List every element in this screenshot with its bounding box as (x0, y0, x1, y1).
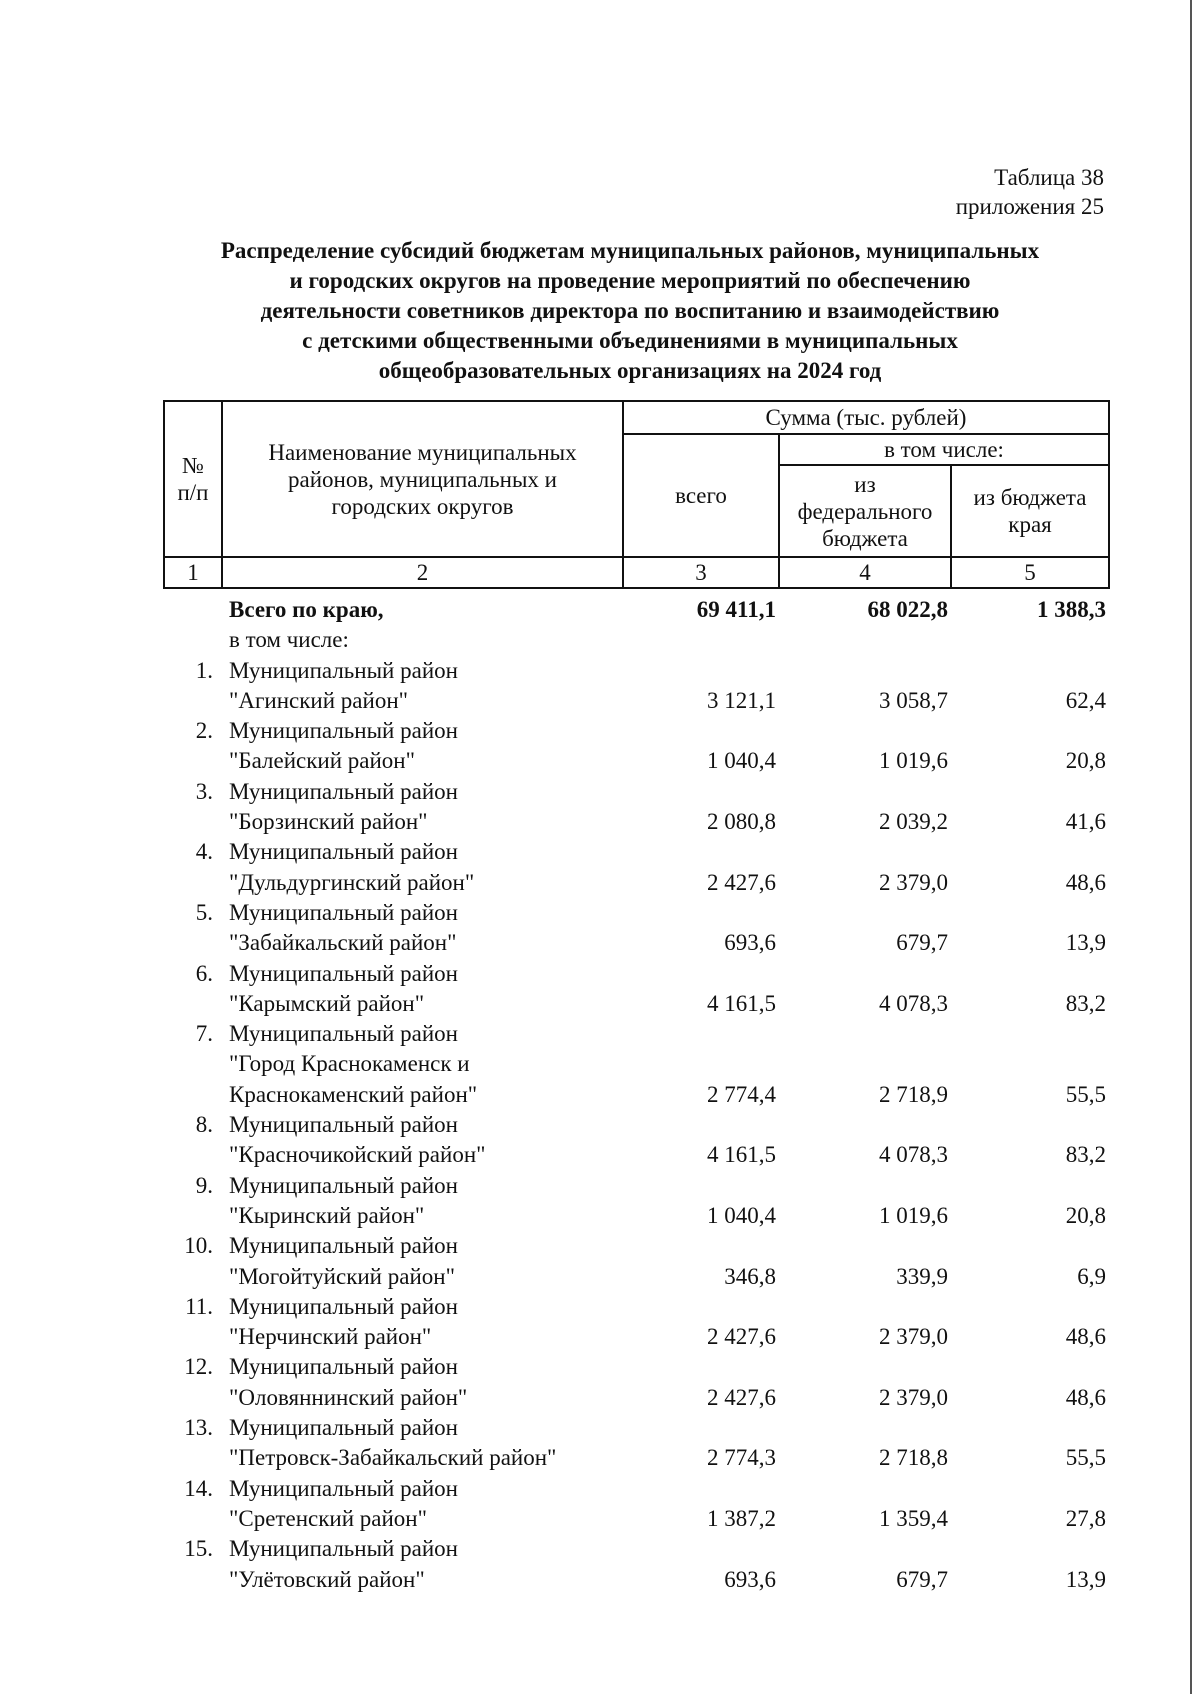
row-number: 1. (195, 657, 213, 683)
value-total: 4 161,5 (707, 990, 776, 1016)
district-name (221, 1352, 622, 1413)
row-number: 7. (195, 1021, 213, 1047)
district-name-line: "Петровск-Забайкальский район" (229, 1445, 557, 1471)
value-regional: 83,2 (1065, 990, 1106, 1016)
district-name-line: Муниципальный район (229, 1536, 458, 1562)
district-name-line: "Борзинский район" (229, 809, 428, 835)
table-row (163, 837, 1108, 898)
row-number: 3. (195, 778, 213, 804)
header-including: в том числе: (779, 434, 1109, 465)
district-name (221, 959, 622, 1020)
page-edge (1190, 0, 1192, 1694)
district-name-line: Муниципальный район (229, 1112, 458, 1138)
value-total: 2 427,6 (707, 1384, 776, 1410)
district-name-line: "Улётовский район" (229, 1566, 425, 1592)
value-federal: 1 019,6 (879, 1202, 948, 1228)
total-row (163, 595, 1108, 625)
table-row (163, 656, 1108, 717)
table-row (163, 1019, 1108, 1110)
district-name-line: Муниципальный район (229, 657, 458, 683)
header-total: всего (623, 434, 779, 557)
table-header (163, 400, 1110, 589)
value-regional: 48,6 (1065, 1384, 1106, 1410)
district-name-line: Муниципальный район (229, 960, 458, 986)
value-federal: 2 718,8 (879, 1445, 948, 1471)
value-regional: 48,6 (1065, 869, 1106, 895)
value-federal: 2 039,2 (879, 809, 948, 835)
district-name-line: "Нерчинский район" (229, 1324, 432, 1350)
header-number: № п/п (164, 401, 222, 557)
value-federal: 679,7 (896, 930, 948, 956)
district-name-line: "Красночикойский район" (229, 1142, 486, 1168)
district-name-line: "Оловяннинский район" (229, 1384, 468, 1410)
header-regional: из бюджета края (951, 465, 1109, 557)
column-number: 4 (779, 557, 951, 588)
value-total: 2 080,8 (707, 809, 776, 835)
data-table (163, 595, 1108, 1595)
value-regional: 6,9 (1077, 1263, 1106, 1289)
district-name (221, 1231, 622, 1292)
value-federal: 2 718,9 (879, 1081, 948, 1107)
district-name (221, 1171, 622, 1232)
district-name-line: "Забайкальский район" (229, 930, 457, 956)
value-regional: 20,8 (1065, 1202, 1106, 1228)
table-row (163, 1474, 1108, 1535)
district-name (221, 1110, 622, 1171)
total-federal: 68 022,8 (867, 597, 948, 622)
value-federal: 3 058,7 (879, 687, 948, 713)
row-number: 11. (185, 1293, 213, 1319)
value-regional: 13,9 (1065, 1566, 1106, 1592)
value-regional: 62,4 (1065, 687, 1106, 713)
row-number: 2. (195, 718, 213, 744)
value-regional: 13,9 (1065, 930, 1106, 956)
total-label: Всего по краю, (229, 597, 384, 622)
document-title (150, 236, 1110, 386)
value-total: 693,6 (724, 930, 776, 956)
header-name: Наименование муниципальных районов, муниципальных и городских округов (222, 401, 623, 557)
district-name-line: Муниципальный район (229, 1415, 458, 1441)
value-total: 693,6 (724, 1566, 776, 1592)
header-federal: из федерального бюджета (779, 465, 951, 557)
value-total: 1 040,4 (707, 1202, 776, 1228)
value-total: 346,8 (724, 1263, 776, 1289)
value-federal: 1 019,6 (879, 748, 948, 774)
value-regional: 55,5 (1065, 1081, 1106, 1107)
value-regional: 55,5 (1065, 1445, 1106, 1471)
district-name-line: "Карымский район" (229, 990, 425, 1016)
district-name-line: Муниципальный район (229, 839, 458, 865)
district-name (221, 656, 622, 717)
row-number: 8. (195, 1112, 213, 1138)
table-row (163, 716, 1108, 777)
table-row (163, 1292, 1108, 1353)
title-line: и городских округов на проведение мероприятий по обеспечению (289, 268, 971, 293)
value-total: 2 427,6 (707, 869, 776, 895)
row-number: 12. (184, 1354, 213, 1380)
value-regional: 83,2 (1065, 1142, 1106, 1168)
title-line: деятельности советников директора по воспитанию и взаимодействию (260, 298, 1000, 323)
sublabel: в том числе: (229, 627, 349, 653)
title-line: с детскими общественными объединениями в муниципальных (302, 328, 958, 353)
row-number: 6. (195, 960, 213, 986)
appendix-number: приложения 25 (955, 194, 1104, 219)
table-row (163, 1171, 1108, 1232)
value-regional: 41,6 (1065, 809, 1106, 835)
header-sum: Сумма (тыс. рублей) (623, 401, 1109, 434)
district-name-line: "Агинский район" (229, 687, 409, 713)
table-row (163, 959, 1108, 1020)
column-number: 1 (164, 557, 222, 588)
district-name-line: Муниципальный район (229, 899, 458, 925)
value-federal: 2 379,0 (879, 1384, 948, 1410)
value-regional: 20,8 (1065, 748, 1106, 774)
district-name (221, 1413, 622, 1474)
value-total: 3 121,1 (707, 687, 776, 713)
district-name (221, 1019, 622, 1110)
row-number: 5. (195, 899, 213, 925)
table-row (163, 1110, 1108, 1171)
sublabel-row (163, 625, 1108, 655)
district-name-line: Муниципальный район (229, 1475, 458, 1501)
district-name-line: Муниципальный район (229, 778, 458, 804)
district-name-line: "Кыринский район" (229, 1202, 425, 1228)
value-total: 2 774,4 (707, 1081, 776, 1107)
row-number: 13. (184, 1415, 213, 1441)
district-name (221, 1534, 622, 1595)
table-row (163, 777, 1108, 838)
district-name-line: "Дульдургинский район" (229, 869, 475, 895)
district-name-line: Муниципальный район (229, 1354, 458, 1380)
title-line: общеобразовательных организациях на 2024 год (378, 358, 882, 383)
district-name (221, 1474, 622, 1535)
district-name (221, 777, 622, 838)
district-name (221, 1292, 622, 1353)
district-name (221, 837, 622, 898)
title-line: Распределение субсидий бюджетам муниципальных районов, муниципальных (220, 238, 1040, 263)
value-total: 2 427,6 (707, 1324, 776, 1350)
value-federal: 4 078,3 (879, 990, 948, 1016)
value-federal: 2 379,0 (879, 869, 948, 895)
value-total: 1 387,2 (707, 1505, 776, 1531)
district-name-line: Муниципальный район (229, 1233, 458, 1259)
table-row (163, 898, 1108, 959)
row-number: 15. (184, 1536, 213, 1562)
value-federal: 339,9 (896, 1263, 948, 1289)
district-name-line: "Могойтуйский район" (229, 1263, 455, 1289)
column-number: 5 (951, 557, 1109, 588)
district-name-line: Муниципальный район (229, 718, 458, 744)
district-name (221, 898, 622, 959)
table-row (163, 1231, 1108, 1292)
value-regional: 48,6 (1065, 1324, 1106, 1350)
table-row (163, 1413, 1108, 1474)
column-number: 3 (623, 557, 779, 588)
value-regional: 27,8 (1065, 1505, 1106, 1531)
value-total: 2 774,3 (707, 1445, 776, 1471)
row-number: 4. (195, 839, 213, 865)
district-name-line: Краснокаменский район" (229, 1081, 478, 1107)
district-name-line: "Балейский район" (229, 748, 415, 774)
value-federal: 4 078,3 (879, 1142, 948, 1168)
table-number: Таблица 38 (994, 165, 1104, 190)
district-name-line: Муниципальный район (229, 1021, 458, 1047)
column-number: 2 (222, 557, 623, 588)
value-federal: 679,7 (896, 1566, 948, 1592)
value-total: 1 040,4 (707, 748, 776, 774)
district-name-line: "Сретенский район" (229, 1505, 427, 1531)
table-row (163, 1534, 1108, 1595)
document-reference (956, 163, 1104, 221)
total-regional: 1 388,3 (1037, 597, 1106, 622)
district-name-line: Муниципальный район (229, 1172, 458, 1198)
row-number: 9. (195, 1172, 213, 1198)
total-sum: 69 411,1 (696, 597, 776, 622)
value-federal: 1 359,4 (879, 1505, 948, 1531)
row-number: 10. (184, 1233, 213, 1259)
district-name-line: Муниципальный район (229, 1293, 458, 1319)
row-number: 14. (184, 1475, 213, 1501)
table-row (163, 1352, 1108, 1413)
value-total: 4 161,5 (707, 1142, 776, 1168)
value-federal: 2 379,0 (879, 1324, 948, 1350)
district-name-line: "Город Краснокаменск и (229, 1051, 470, 1077)
district-name (221, 716, 622, 777)
